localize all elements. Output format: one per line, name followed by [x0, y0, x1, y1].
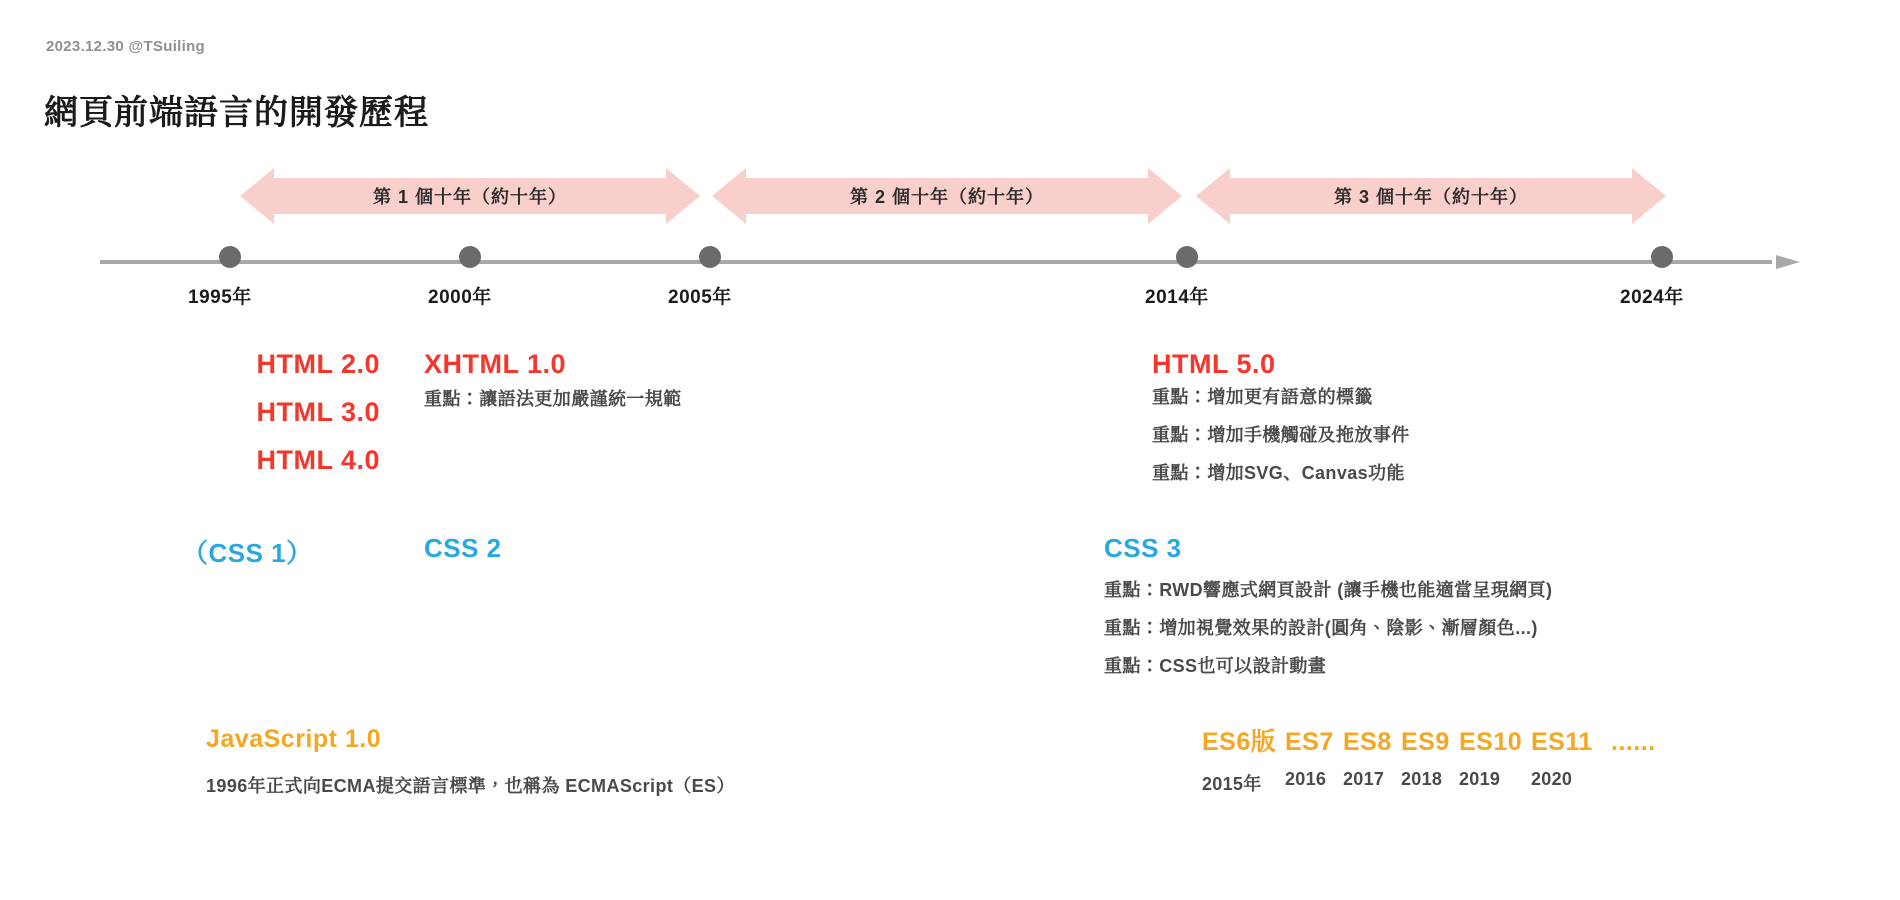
javascript-note: 1996年正式向ECMA提交語言標準，也稱為 ECMAScript（ES） [206, 776, 735, 796]
es-version-name: ...... [1611, 728, 1656, 756]
es-versions-list [1202, 722, 1691, 796]
html5-title: HTML 5.0 [1152, 349, 1276, 379]
timeline-node [219, 246, 241, 268]
es-version-year: 2017 [1343, 769, 1385, 789]
es-version-name: ES10 [1459, 728, 1523, 756]
css3-notes [1104, 571, 1552, 685]
decade-label: 第 1 個十年（約十年） [372, 187, 567, 207]
es-version-year: 2015年 [1202, 774, 1262, 794]
es-version-name: ES11 [1531, 728, 1593, 756]
timeline-axis [100, 255, 1800, 269]
css2-title: CSS 2 [424, 533, 502, 563]
timeline-node [1176, 246, 1198, 268]
decade-band-3 [1196, 168, 1666, 224]
es-version-name: ES7 [1285, 728, 1334, 756]
timeline-node-label: 2005年 [668, 287, 732, 308]
css1-title: （CSS 1） [182, 538, 313, 568]
decade-label: 第 3 個十年（約十年） [1333, 187, 1528, 207]
timeline-node [459, 246, 481, 268]
css3-note: 重點：增加視覺效果的設計(圓角、陰影、漸層顏色...) [1104, 618, 1538, 638]
html5-note: 重點：增加更有語意的標籤 [1152, 387, 1373, 407]
es-version-year: 2019 [1459, 769, 1501, 789]
timeline-node-label: 1995年 [188, 287, 252, 308]
decade-band-2 [712, 168, 1182, 224]
decade-label: 第 2 個十年（約十年） [849, 187, 1044, 207]
html-version-label: HTML 2.0 [256, 349, 380, 379]
timeline-node-label: 2014年 [1145, 287, 1209, 308]
es-version-name: ES6版 [1202, 728, 1277, 756]
css3-note: 重點：RWD響應式網頁設計 (讓手機也能適當呈現網頁) [1104, 580, 1553, 600]
es-version-name: ES9 [1401, 728, 1450, 756]
javascript-title: JavaScript 1.0 [206, 725, 382, 753]
css3-title: CSS 3 [1104, 533, 1182, 563]
timeline-node [1651, 246, 1673, 268]
css3-note: 重點：CSS也可以設計動畫 [1104, 656, 1327, 676]
html5-notes [1152, 378, 1410, 492]
timeline-node-label: 2024年 [1620, 287, 1684, 308]
timeline-node-label: 2000年 [428, 287, 492, 308]
html5-note: 重點：增加手機觸碰及拖放事件 [1152, 425, 1410, 445]
timeline-node [699, 246, 721, 268]
axis-line [100, 260, 1772, 264]
es-version-year: 2018 [1401, 769, 1443, 789]
es-version-year: 2016 [1285, 769, 1327, 789]
html-versions-1995 [110, 340, 380, 484]
axis-arrow-icon [1776, 255, 1800, 269]
html-version-label: HTML 3.0 [256, 397, 380, 427]
xhtml-title: XHTML 1.0 [424, 349, 567, 379]
es-version-name: ES8 [1343, 728, 1392, 756]
xhtml-note: 重點：讓語法更加嚴謹統一規範 [424, 389, 682, 409]
byline: 2023.12.30 @TSuiling [46, 38, 206, 55]
decade-band-1 [240, 168, 700, 224]
page-title: 網頁前端語言的開發歷程 [44, 93, 429, 132]
es-version-year: 2020 [1531, 769, 1573, 789]
html-version-label: HTML 4.0 [256, 445, 380, 475]
html5-note: 重點：增加SVG、Canvas功能 [1152, 463, 1405, 483]
